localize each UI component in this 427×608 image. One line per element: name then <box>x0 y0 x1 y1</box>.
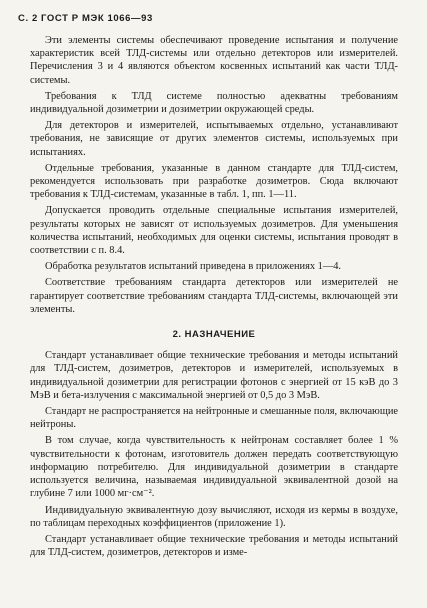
document-body <box>30 34 398 562</box>
intro-paragraph: Требования к ТЛД системе полностью адекватны требованиям индивидуальной дозиметрии и дозиметрии окружающей среды. <box>30 90 398 116</box>
section-title: 2. НАЗНАЧЕНИЕ <box>172 329 256 341</box>
section-paragraph: Стандарт устанавливает общие технические требования и методы испытаний для ТЛД-систем, дозиметров, детекторов и изме- <box>30 533 398 559</box>
section-paragraph: В том случае, когда чувствительность к нейтронам составляет более 1 % чувствительности к фотонам, изготовитель должен передать соответствующую информацию потребителю. Для индивидуальной дозиметрии в стандарте используется величина, называемая индивидуальной эквивалентной дозой на глубине 7 или 1000 мг·см⁻². <box>30 435 398 500</box>
section-purpose <box>30 328 398 559</box>
section-paragraph: Стандарт не распространяется на нейтронные и смешанные поля, включающие нейтроны. <box>30 406 398 431</box>
intro-paragraph: Для детекторов и измерителей, испытываемых отдельно, устанавливают требования, не зависящие от других элементов системы, используемых при испытаниях. <box>30 120 398 158</box>
section-paragraph: Индивидуальную эквивалентную дозу вычисляют, исходя из кермы в воздухе, по таблицам переходных коэффициентов (приложение 1). <box>30 504 398 529</box>
intro-paragraph: Допускается проводить отдельные специальные испытания измерителей, результаты которых не зависят от используемых дозиметров. Для уменьшения количества испытаний, необходимых для оценки системы, испытания проводят в соответствии с п. 8.4. <box>30 205 398 257</box>
intro-paragraph: Отдельные требования, указанные в данном стандарте для ТЛД-систем, рекомендуется использовать при разработке дозиметров. Сюда включают требования к ТЛД-системам, указанные в табл. 1, пп. 1—11. <box>30 162 398 201</box>
intro-paragraph: Соответствие требованиям стандарта детекторов или измерителей не гарантирует соответствие требованиям стандарта ТЛД-системы, включающей эти элементы. <box>30 277 398 315</box>
intro-paragraph: Обработка результатов испытаний приведена в приложениях 1—4. <box>45 261 342 273</box>
page-header: С. 2 ГОСТ Р МЭК 1066—93 <box>18 13 153 24</box>
section-paragraph: Стандарт устанавливает общие технические требования и методы испытаний для ТЛД-систем, дозиметров, детекторов и измерителей, используемых в индивидуальной дозиметрии для регистрации фотонов с энергией от 15 кэВ до 3 МэВ и бета-излучения с максимальной энергией от 0,5 до 3 МэВ. <box>30 350 398 401</box>
intro-paragraph: Эти элементы системы обеспечивают проведение испытания и получение характеристик всей ТЛД-системы или отдельно детекторов или измерителей. Перечисления 3 и 4 являются объектом косвенных испытаний как части ТЛД-системы. <box>30 35 398 86</box>
